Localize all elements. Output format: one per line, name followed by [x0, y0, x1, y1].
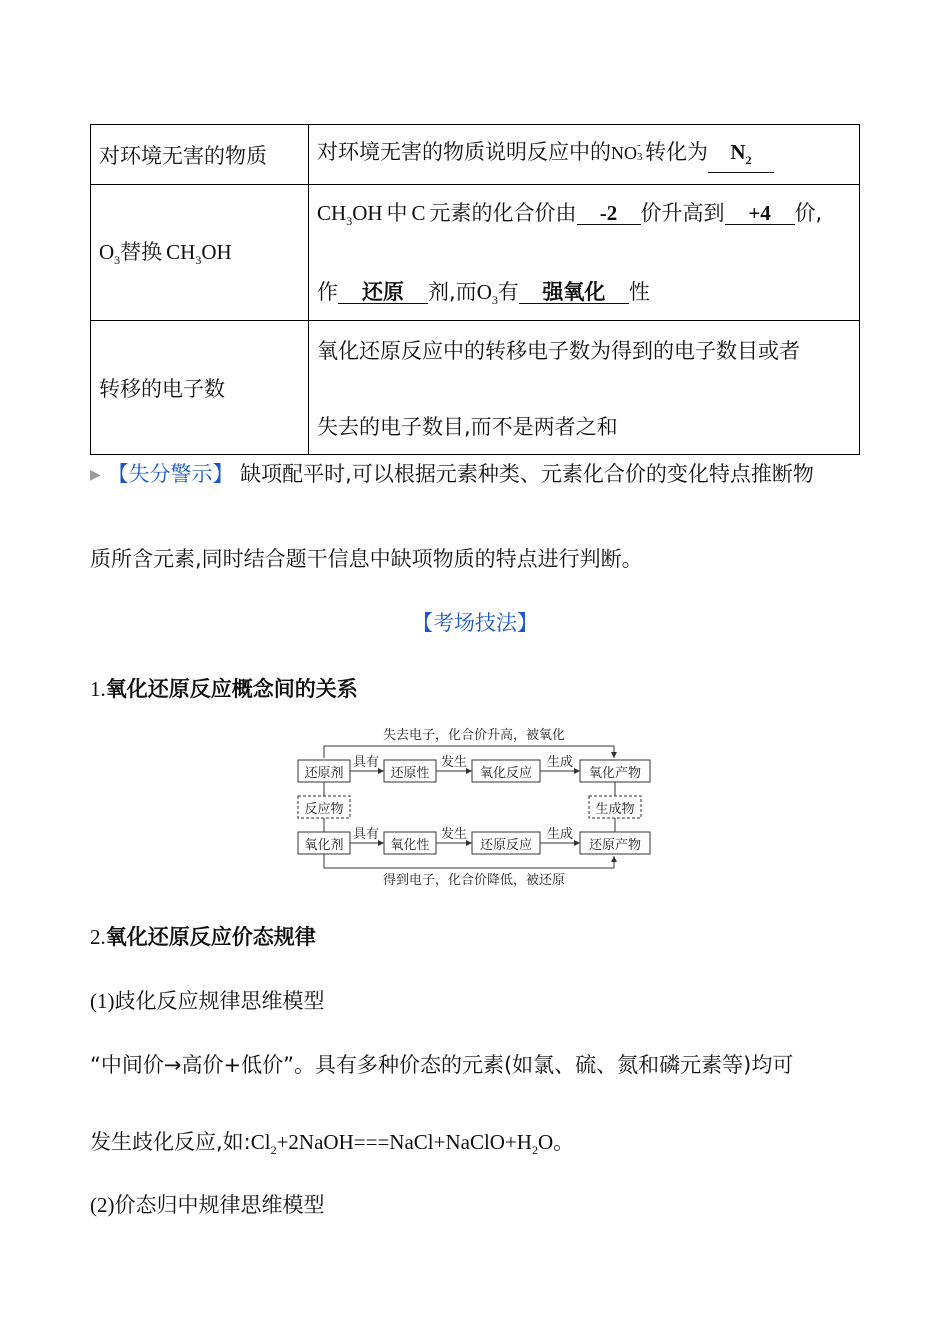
bottom-label: 得到电子，化合价降低，被还原 — [382, 873, 566, 888]
heading-2: 2.氧化还原反应价态规律 — [90, 925, 316, 949]
svg-text:生成: 生成 — [546, 755, 574, 770]
table-row — [91, 321, 860, 455]
paragraph-1-line-1: “中间价→高价+低价”。具有多种价态的元素(如氯、硫、氮和磷元素等)均可 — [90, 1053, 794, 1077]
svg-text:氧化反应: 氧化反应 — [479, 766, 533, 781]
row2-content: $CH_3OH$ 中 C 元素的化合价由 -2 价升高到 +4 价, 作 还原 剂,而$O_3$有 强氧化 性 — [309, 185, 860, 321]
table-row — [91, 185, 860, 321]
svg-text:生成物: 生成物 — [595, 802, 635, 817]
warning-tag: 【失分警示】 — [107, 462, 234, 486]
svg-text:具有: 具有 — [352, 755, 380, 770]
answer-blank-2: -2 — [577, 202, 641, 225]
paragraph-1-line-2: 发生歧化反应,如$:Cl_2+2NaOH===NaCl+NaClO+H_2O$。 — [90, 1130, 575, 1158]
warning-line-2: 质所含元素,同时结合题干信息中缺项物质的特点进行判断。 — [90, 547, 643, 571]
heading-1: 1.氧化还原反应概念间的关系 — [90, 677, 358, 701]
section-title: 【考场技法】 — [412, 611, 538, 635]
svg-text:还原剂: 还原剂 — [304, 766, 344, 781]
svg-text:还原性: 还原性 — [390, 766, 430, 781]
svg-text:氧化剂: 氧化剂 — [304, 838, 344, 853]
answer-blank-5: 强氧化 — [519, 281, 629, 304]
subheading-1: (1)歧化反应规律思维模型 — [90, 989, 325, 1013]
svg-text:具有: 具有 — [352, 827, 380, 842]
svg-text:还原产物: 还原产物 — [588, 838, 642, 853]
row1-content: 对环境无害的物质说明反应中的NO - 3 转化为 $N_2$ — [309, 125, 860, 185]
row3-content: 氧化还原反应中的转移电子数为得到的电子数目或者 失去的电子数目,而不是两者之和 — [309, 321, 860, 455]
svg-text:反应物: 反应物 — [304, 802, 344, 817]
svg-text:还原反应: 还原反应 — [479, 838, 533, 853]
svg-text:生成: 生成 — [546, 827, 574, 842]
answer-blank-4: 还原 — [338, 281, 428, 304]
svg-text:发生: 发生 — [440, 755, 468, 770]
svg-text:氧化产物: 氧化产物 — [588, 766, 642, 781]
svg-text:发生: 发生 — [440, 827, 468, 842]
warning-line-1: ▶ 【失分警示】 缺项配平时,可以根据元素种类、元素化合价的变化特点推断物 — [90, 462, 814, 486]
info-table — [90, 124, 860, 455]
row3-label: 转移的电子数 — [91, 321, 309, 455]
answer-blank-3: +4 — [725, 202, 795, 225]
chemical-equation: $Cl_2+2NaOH===NaCl+NaClO+H_2O$ — [250, 1130, 554, 1158]
row2-label: $O_3$替换 $CH_3OH$ — [91, 185, 309, 321]
svg-text:氧化性: 氧化性 — [390, 838, 430, 853]
row1-label: 对环境无害的物质 — [91, 125, 309, 185]
subheading-2: (2)价态归中规律思维模型 — [90, 1193, 325, 1217]
table-row — [91, 125, 860, 185]
top-label: 失去电子，化合价升高，被氧化 — [382, 728, 566, 743]
nitrate-formula: NO - 3 — [611, 139, 643, 164]
redox-relationship-diagram — [294, 722, 656, 890]
triangle-marker-icon: ▶ — [90, 467, 101, 483]
answer-blank-1: $N_2$ — [708, 141, 774, 172]
